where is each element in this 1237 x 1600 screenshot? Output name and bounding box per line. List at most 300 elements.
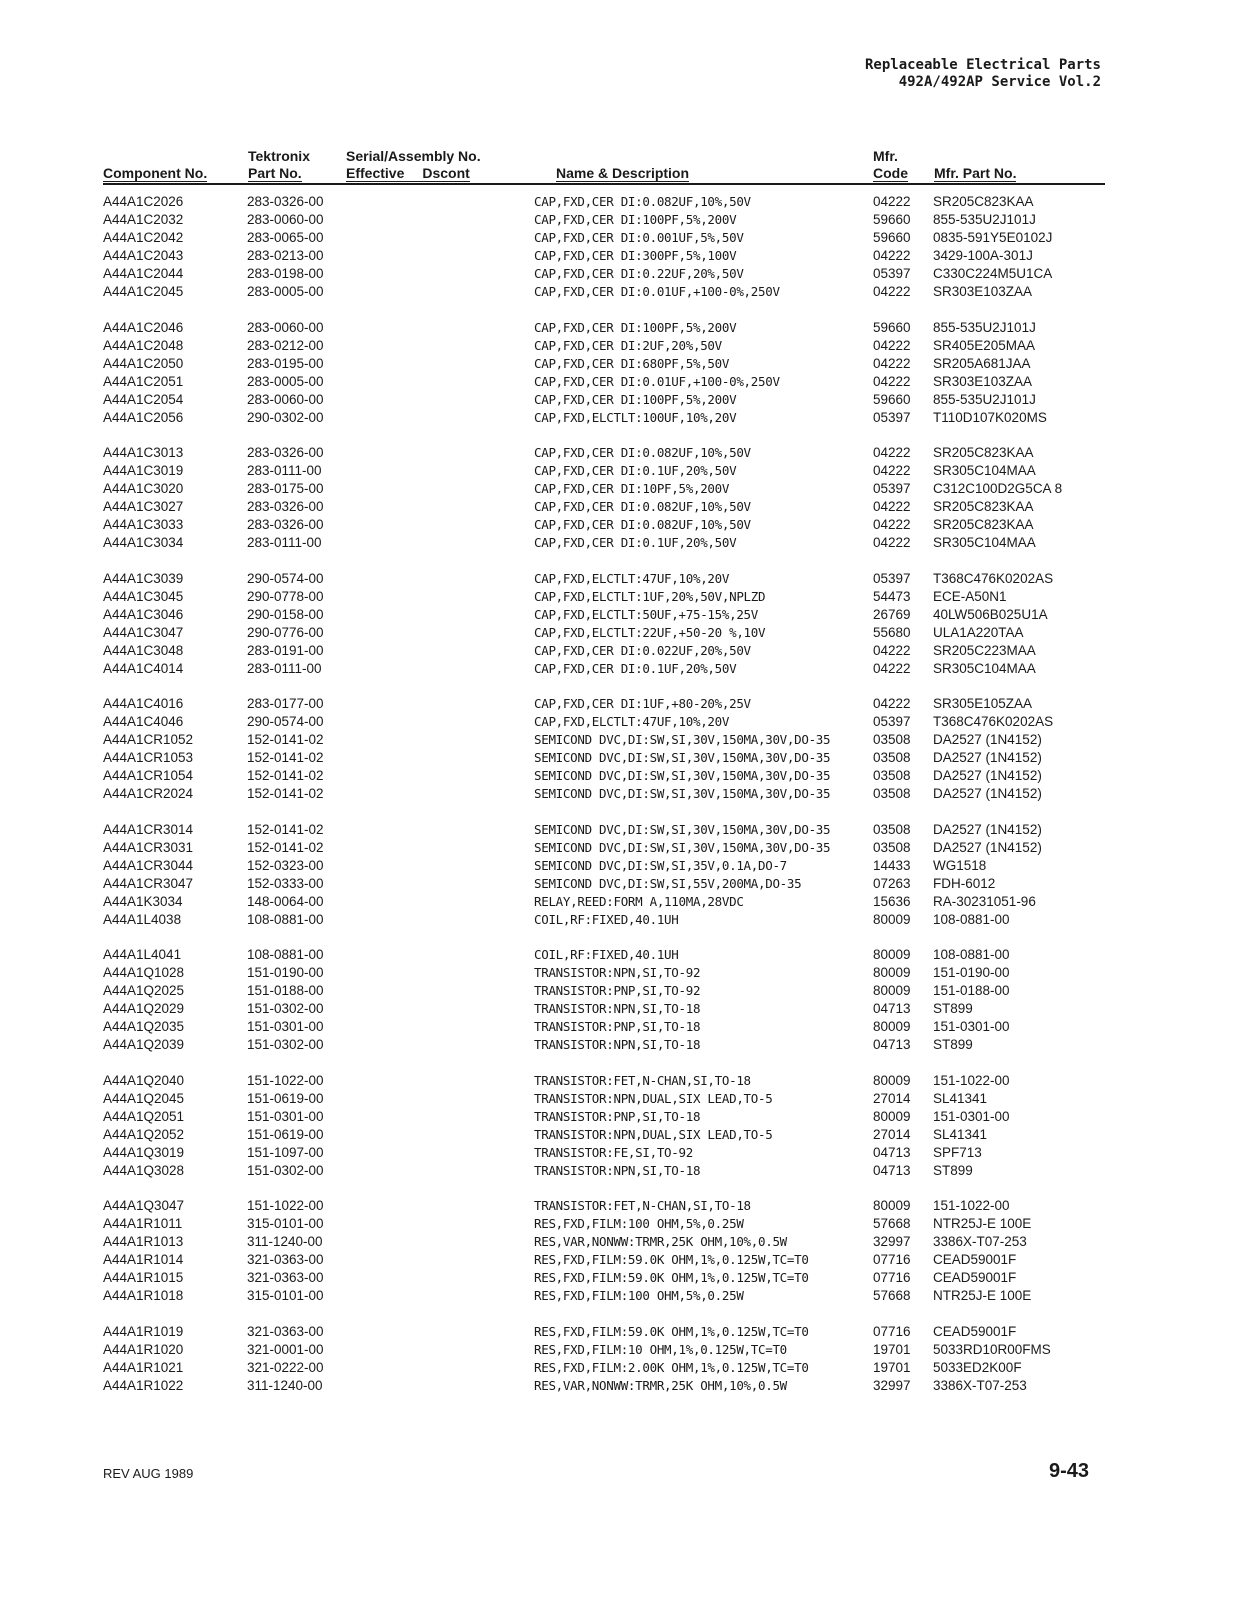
component-no: A44A1CR3031 (103, 839, 194, 855)
part-no: 152-0333-00 (247, 875, 324, 891)
component-no: A44A1C2054 (103, 391, 184, 407)
mfr-code: 05397 (873, 409, 911, 425)
mfr-part-no: ST899 (933, 1162, 973, 1178)
mfr-code: 03508 (873, 786, 911, 801)
description: RES,VAR,NONWW:TRMR,25K OHM,10%,0.5W (534, 1377, 787, 1393)
mfr-code: 26769 (873, 606, 911, 622)
description: CAP,FXD,CER DI:1UF,+80-20%,25V (534, 696, 751, 711)
mfr-part-no: SR305C104MAA (933, 463, 1036, 478)
part-no: 283-0111-00 (247, 463, 322, 478)
mfr-part-no: 3429-100A-301J (933, 248, 1033, 263)
mfr-code: 04713 (873, 1144, 911, 1160)
mfr-code: 05397 (873, 266, 911, 281)
mfr-part-no: DA2527 (1N4152) (933, 750, 1042, 765)
col-head-name-text: Name & Description (556, 165, 690, 181)
description: RELAY,REED:FORM A,110MA,28VDC (534, 893, 744, 909)
mfr-code: 05397 (873, 570, 911, 586)
component-no: A44A1CR1052 (103, 732, 194, 747)
table-row (0, 534, 1237, 552)
component-no: A44A1Q2040 (103, 1072, 185, 1088)
component-no: A44A1C3046 (103, 606, 184, 622)
description: RES,FXD,FILM:59.0K OHM,1%,0.125W,TC=T0 (534, 1323, 809, 1339)
description: SEMICOND DVC,DI:SW,SI,30V,150MA,30V,DO-35 (534, 750, 831, 765)
part-no: 283-0326-00 (247, 445, 324, 460)
mfr-part-no: SL41341 (933, 1090, 988, 1106)
mfr-code: 03508 (873, 732, 911, 747)
table-row (0, 1215, 1237, 1233)
component-no: A44A1C2056 (103, 409, 184, 425)
description: RES,VAR,NONWW:TRMR,25K OHM,10%,0.5W (534, 1234, 787, 1249)
col-head-name (556, 165, 689, 182)
part-no: 283-0326-00 (247, 517, 324, 532)
component-no: A44A1Q1028 (103, 965, 185, 980)
component-no: A44A1C4016 (103, 696, 184, 711)
mfr-part-no: 151-0301-00 (933, 1019, 1010, 1034)
table-row (0, 229, 1237, 247)
component-no: A44A1CR3047 (103, 875, 194, 891)
part-no: 290-0776-00 (247, 624, 324, 640)
part-no: 283-0060-00 (247, 319, 324, 335)
component-no: A44A1C3020 (103, 481, 184, 496)
table-row (0, 498, 1237, 516)
component-no: A44A1C2048 (103, 337, 184, 353)
mfr-code: 03508 (873, 821, 911, 837)
mfr-code: 05397 (873, 481, 911, 496)
description: SEMICOND DVC,DI:SW,SI,30V,150MA,30V,DO-35 (534, 821, 831, 837)
mfr-code: 04222 (873, 463, 911, 478)
table-row (0, 373, 1237, 391)
part-no: 108-0881-00 (247, 947, 324, 962)
component-no: A44A1Q2035 (103, 1019, 185, 1034)
table-row (0, 1341, 1237, 1359)
mfr-part-no: SR303E103ZAA (933, 284, 1033, 299)
table-row (0, 516, 1237, 534)
description: TRANSISTOR:PNP,SI,TO-18 (534, 1019, 701, 1034)
description: TRANSISTOR:NPN,DUAL,SIX LEAD,TO-5 (534, 1090, 773, 1106)
table-row (0, 911, 1237, 929)
part-no: 290-0574-00 (247, 714, 324, 729)
mfr-part-no: 5033ED2K00F (933, 1359, 1022, 1375)
col-head-part-no: Part No. (248, 165, 302, 181)
mfr-part-no: T110D107K020MS (933, 409, 1047, 425)
component-no: A44A1K3034 (103, 893, 183, 909)
table-row (0, 337, 1237, 355)
table-row (0, 1072, 1237, 1090)
col-head-dscont: Dscont (422, 165, 470, 181)
mfr-part-no: DA2527 (1N4152) (933, 821, 1042, 837)
mfr-code: 03508 (873, 750, 911, 765)
mfr-part-no: 151-0190-00 (933, 965, 1010, 980)
component-no: A44A1C2044 (103, 266, 184, 281)
description: SEMICOND DVC,DI:SW,SI,30V,150MA,30V,DO-35 (534, 732, 831, 747)
mfr-part-no: 151-1022-00 (933, 1072, 1010, 1088)
mfr-part-no: T368C476K0202AS (933, 570, 1054, 586)
mfr-code: 04713 (873, 1162, 911, 1178)
table-row (0, 1090, 1237, 1108)
part-no: 283-0198-00 (247, 266, 324, 281)
description: CAP,FXD,CER DI:2UF,20%,50V (534, 337, 722, 353)
part-no: 283-0326-00 (247, 194, 324, 209)
part-no: 151-0190-00 (247, 965, 324, 980)
mfr-code: 04222 (873, 248, 911, 263)
mfr-code: 04222 (873, 373, 911, 389)
description: CAP,FXD,CER DI:680PF,5%,50V (534, 355, 730, 371)
mfr-code: 07716 (873, 1323, 911, 1339)
mfr-part-no: SR205A681JAA (933, 355, 1031, 371)
col-head-effective: Effective (346, 165, 422, 182)
table-row (0, 319, 1237, 337)
col-head-mfr-code (873, 148, 908, 182)
part-no: 283-0177-00 (247, 696, 324, 711)
part-no: 283-0065-00 (247, 230, 324, 245)
component-no: A44A1C2032 (103, 212, 184, 227)
mfr-code: 07263 (873, 875, 911, 891)
description: TRANSISTOR:FE,SI,TO-92 (534, 1144, 693, 1160)
description: CAP,FXD,ELCTLT:50UF,+75-15%,25V (534, 606, 758, 622)
description: TRANSISTOR:FET,N-CHAN,SI,TO-18 (534, 1072, 751, 1088)
mfr-part-no: NTR25J-E 100E (933, 1216, 1032, 1231)
table-row (0, 713, 1237, 731)
table-row (0, 731, 1237, 749)
mfr-code: 03508 (873, 839, 911, 855)
table-row (0, 265, 1237, 283)
table-row (0, 1197, 1237, 1215)
mfr-code: 80009 (873, 947, 911, 962)
component-no: A44A1C2050 (103, 355, 184, 371)
description: CAP,FXD,CER DI:300PF,5%,100V (534, 248, 737, 263)
description: SEMICOND DVC,DI:SW,SI,55V,200MA,DO-35 (534, 875, 802, 891)
table-row (0, 462, 1237, 480)
description: CAP,FXD,ELCTLT:1UF,20%,50V,NPLZD (534, 588, 766, 604)
part-no: 283-0005-00 (247, 373, 324, 389)
table-row (0, 1287, 1237, 1305)
mfr-code: 04222 (873, 355, 911, 371)
part-no: 283-0111-00 (247, 660, 322, 676)
table-row (0, 1108, 1237, 1126)
mfr-part-no: SR205C223MAA (933, 642, 1036, 658)
description: CAP,FXD,ELCTLT:47UF,10%,20V (534, 714, 730, 729)
component-no: A44A1L4038 (103, 911, 182, 927)
table-row (0, 193, 1237, 211)
mfr-code: 04222 (873, 445, 911, 460)
component-no: A44A1Q3028 (103, 1162, 185, 1178)
parts-table (0, 193, 1237, 1412)
mfr-part-no: NTR25J-E 100E (933, 1288, 1032, 1303)
table-row (0, 283, 1237, 301)
mfr-part-no: ECE-A50N1 (933, 588, 1007, 604)
part-no: 311-1240-00 (247, 1377, 323, 1393)
part-no: 108-0881-00 (247, 911, 324, 927)
parts-group (0, 1072, 1237, 1180)
mfr-part-no: 855-535U2J101J (933, 212, 1036, 227)
mfr-code: 05397 (873, 714, 911, 729)
description: CAP,FXD,CER DI:0.082UF,10%,50V (534, 517, 751, 532)
mfr-code: 04222 (873, 696, 911, 711)
part-no: 283-0191-00 (247, 642, 324, 658)
mfr-part-no: DA2527 (1N4152) (933, 839, 1042, 855)
mfr-code: 80009 (873, 965, 911, 980)
parts-group (0, 444, 1237, 552)
table-row (0, 391, 1237, 409)
description: CAP,FXD,CER DI:0.082UF,10%,50V (534, 445, 751, 460)
part-no: 283-0060-00 (247, 212, 324, 227)
description: TRANSISTOR:NPN,SI,TO-92 (534, 965, 701, 980)
component-no: A44A1C2046 (103, 319, 184, 335)
component-no: A44A1C3039 (103, 570, 184, 586)
mfr-code: 59660 (873, 230, 911, 245)
table-row (0, 1126, 1237, 1144)
mfr-part-no: 3386X-T07-253 (933, 1234, 1027, 1249)
table-row (0, 785, 1237, 803)
col-head-tektronix (248, 148, 310, 182)
description: CAP,FXD,CER DI:0.022UF,20%,50V (534, 642, 751, 658)
component-no: A44A1CR3044 (103, 857, 194, 873)
parts-group (0, 570, 1237, 678)
table-row (0, 1323, 1237, 1341)
part-no: 152-0141-02 (247, 732, 324, 747)
mfr-part-no: SR205C823KAA (933, 517, 1034, 532)
mfr-code: 80009 (873, 1108, 911, 1124)
description: SEMICOND DVC,DI:SW,SI,30V,150MA,30V,DO-35 (534, 839, 831, 855)
table-row (0, 1359, 1237, 1377)
component-no: A44A1L4041 (103, 947, 182, 962)
mfr-part-no: 3386X-T07-253 (933, 1377, 1027, 1393)
description: SEMICOND DVC,DI:SW,SI,30V,150MA,30V,DO-35 (534, 786, 831, 801)
mfr-part-no: ST899 (933, 1001, 973, 1016)
mfr-code: 54473 (873, 588, 911, 604)
mfr-code: 57668 (873, 1288, 911, 1303)
mfr-code: 04222 (873, 284, 911, 299)
component-no: A44A1Q2025 (103, 983, 185, 998)
table-row (0, 875, 1237, 893)
component-no: A44A1R1019 (103, 1323, 184, 1339)
table-row (0, 839, 1237, 857)
component-no: A44A1Q2052 (103, 1126, 185, 1142)
description: TRANSISTOR:NPN,SI,TO-18 (534, 1037, 701, 1052)
mfr-code: 04222 (873, 642, 911, 658)
description: RES,FXD,FILM:2.00K OHM,1%,0.125W,TC=T0 (534, 1359, 809, 1375)
mfr-code: 59660 (873, 212, 911, 227)
page-number: 9-43 (1048, 1460, 1089, 1482)
table-row (0, 982, 1237, 1000)
component-no: A44A1C4014 (103, 660, 184, 676)
table-row (0, 946, 1237, 964)
mfr-part-no: C330C224M5U1CA (933, 266, 1053, 281)
mfr-code: 80009 (873, 1019, 911, 1034)
parts-group (0, 319, 1237, 427)
table-row (0, 1018, 1237, 1036)
description: COIL,RF:FIXED,40.1UH (534, 947, 679, 962)
component-no: A44A1C3047 (103, 624, 184, 640)
mfr-part-no: SPF713 (933, 1144, 982, 1160)
part-no: 152-0141-02 (247, 839, 324, 855)
mfr-part-no: 855-535U2J101J (933, 319, 1036, 335)
parts-group (0, 1323, 1237, 1395)
mfr-code: 80009 (873, 983, 911, 998)
col-head-code: Code (873, 165, 908, 181)
description: TRANSISTOR:PNP,SI,TO-18 (534, 1108, 701, 1124)
mfr-part-no: CEAD59001F (933, 1252, 1017, 1267)
part-no: 151-1022-00 (247, 1072, 324, 1088)
col-head-serial-text: Serial/Assembly No. (346, 148, 481, 164)
table-row (0, 570, 1237, 588)
part-no: 151-0301-00 (247, 1019, 324, 1034)
description: SEMICOND DVC,DI:SW,SI,35V,0.1A,DO-7 (534, 857, 787, 873)
description: CAP,FXD,CER DI:10PF,5%,200V (534, 481, 730, 496)
part-no: 151-0302-00 (247, 1001, 324, 1016)
component-no: A44A1Q2051 (103, 1108, 185, 1124)
part-no: 315-0101-00 (247, 1216, 324, 1231)
mfr-part-no: SR205C823KAA (933, 445, 1034, 460)
description: CAP,FXD,CER DI:0.1UF,20%,50V (534, 660, 737, 676)
table-row (0, 695, 1237, 713)
part-no: 151-0301-00 (247, 1108, 324, 1124)
part-no: 151-0619-00 (247, 1090, 324, 1106)
mfr-code: 07716 (873, 1270, 911, 1285)
table-row (0, 1377, 1237, 1395)
part-no: 283-0195-00 (247, 355, 324, 371)
description: RES,FXD,FILM:10 OHM,1%,0.125W,TC=T0 (534, 1341, 787, 1357)
component-no: A44A1C3048 (103, 642, 184, 658)
table-row (0, 606, 1237, 624)
table-row (0, 1144, 1237, 1162)
component-no: A44A1CR2024 (103, 786, 194, 801)
table-row (0, 1251, 1237, 1269)
mfr-part-no: SR305E105ZAA (933, 696, 1033, 711)
mfr-part-no: WG1518 (933, 857, 987, 873)
part-no: 148-0064-00 (247, 893, 324, 909)
part-no: 283-0213-00 (247, 248, 324, 263)
table-row (0, 642, 1237, 660)
page-header (865, 57, 1101, 91)
parts-group (0, 946, 1237, 1054)
mfr-code: 04713 (873, 1001, 911, 1016)
component-no: A44A1R1014 (103, 1252, 184, 1267)
table-row (0, 1000, 1237, 1018)
description: COIL,RF:FIXED,40.1UH (534, 911, 679, 927)
mfr-part-no: C312C100D2G5CA 8 (933, 481, 1063, 496)
col-head-mfr-text: Mfr. (873, 148, 898, 164)
component-no: A44A1C3013 (103, 445, 184, 460)
part-no: 152-0141-02 (247, 768, 324, 783)
mfr-code: 59660 (873, 391, 911, 407)
component-no: A44A1Q3019 (103, 1144, 185, 1160)
table-row (0, 749, 1237, 767)
table-row (0, 857, 1237, 875)
part-no: 290-0302-00 (247, 409, 324, 425)
mfr-code: 55680 (873, 624, 911, 640)
mfr-code: 80009 (873, 911, 911, 927)
description: CAP,FXD,CER DI:0.01UF,+100-0%,250V (534, 284, 780, 299)
header-subtitle: 492A/492AP Service Vol.2 (898, 74, 1101, 90)
mfr-part-no: 108-0881-00 (933, 911, 1010, 927)
description: CAP,FXD,CER DI:0.1UF,20%,50V (534, 463, 737, 478)
table-row (0, 211, 1237, 229)
col-head-mfr-part (934, 165, 1016, 182)
parts-group (0, 1197, 1237, 1305)
part-no: 315-0101-00 (247, 1288, 324, 1303)
part-no: 151-0302-00 (247, 1162, 324, 1178)
mfr-code: 27014 (873, 1126, 911, 1142)
part-no: 283-0111-00 (247, 535, 322, 550)
description: CAP,FXD,CER DI:0.082UF,10%,50V (534, 499, 751, 514)
header-title: Replaceable Electrical Parts (864, 57, 1101, 73)
table-row (0, 355, 1237, 373)
table-row (0, 409, 1237, 427)
table-row (0, 767, 1237, 785)
component-no: A44A1C3034 (103, 535, 184, 550)
description: RES,FXD,FILM:100 OHM,5%,0.25W (534, 1216, 744, 1231)
table-row (0, 247, 1237, 265)
mfr-part-no: 151-0301-00 (933, 1108, 1010, 1124)
part-no: 321-0222-00 (247, 1359, 324, 1375)
mfr-part-no: SR305C104MAA (933, 535, 1036, 550)
part-no: 283-0326-00 (247, 499, 324, 514)
description: RES,FXD,FILM:59.0K OHM,1%,0.125W,TC=T0 (534, 1270, 809, 1285)
mfr-code: 32997 (873, 1377, 911, 1393)
col-head-serial (346, 148, 481, 182)
col-head-component (103, 165, 207, 182)
description: CAP,FXD,CER DI:0.082UF,10%,50V (534, 194, 751, 209)
part-no: 283-0212-00 (247, 337, 324, 353)
mfr-part-no: 151-0188-00 (933, 983, 1010, 998)
mfr-code: 04222 (873, 535, 911, 550)
col-head-component-text: Component No. (103, 165, 208, 181)
mfr-code: 07716 (873, 1252, 911, 1267)
mfr-code: 80009 (873, 1072, 911, 1088)
description: TRANSISTOR:NPN,DUAL,SIX LEAD,TO-5 (534, 1126, 773, 1142)
part-no: 290-0158-00 (247, 606, 324, 622)
mfr-code: 04713 (873, 1037, 911, 1052)
table-row (0, 660, 1237, 678)
component-no: A44A1C4046 (103, 714, 184, 729)
description: CAP,FXD,CER DI:100PF,5%,200V (534, 391, 737, 407)
component-no: A44A1C2043 (103, 248, 184, 263)
part-no: 290-0778-00 (247, 588, 324, 604)
table-row (0, 821, 1237, 839)
mfr-code: 14433 (873, 857, 911, 873)
part-no: 151-1022-00 (247, 1198, 324, 1213)
part-no: 321-0363-00 (247, 1323, 324, 1339)
mfr-code: 80009 (873, 1198, 911, 1213)
table-row (0, 964, 1237, 982)
description: CAP,FXD,CER DI:100PF,5%,200V (534, 319, 737, 335)
revision-date: REV AUG 1989 (103, 1466, 194, 1481)
component-no: A44A1C2042 (103, 230, 184, 245)
part-no: 283-0175-00 (247, 481, 324, 496)
mfr-code: 04222 (873, 337, 911, 353)
mfr-part-no: SR205C823KAA (933, 499, 1034, 514)
mfr-part-no: FDH-6012 (933, 875, 996, 891)
mfr-part-no: T368C476K0202AS (933, 714, 1054, 729)
mfr-part-no: SR205C823KAA (933, 194, 1034, 209)
component-no: A44A1R1021 (103, 1359, 184, 1375)
description: CAP,FXD,ELCTLT:22UF,+50-20 %,10V (534, 624, 766, 640)
part-no: 321-0001-00 (247, 1341, 324, 1357)
part-no: 151-0619-00 (247, 1126, 324, 1142)
mfr-part-no: CEAD59001F (933, 1323, 1017, 1339)
parts-group (0, 193, 1237, 301)
mfr-part-no: 0835-591Y5E0102J (933, 230, 1053, 245)
mfr-code: 04222 (873, 499, 911, 514)
component-no: A44A1R1022 (103, 1377, 184, 1393)
description: CAP,FXD,ELCTLT:100UF,10%,20V (534, 409, 737, 425)
description: TRANSISTOR:PNP,SI,TO-92 (534, 983, 701, 998)
col-head-mfr-part-text: Mfr. Part No. (934, 165, 1017, 181)
component-no: A44A1C3019 (103, 463, 184, 478)
part-no: 311-1240-00 (247, 1234, 323, 1249)
component-no: A44A1R1015 (103, 1270, 184, 1285)
